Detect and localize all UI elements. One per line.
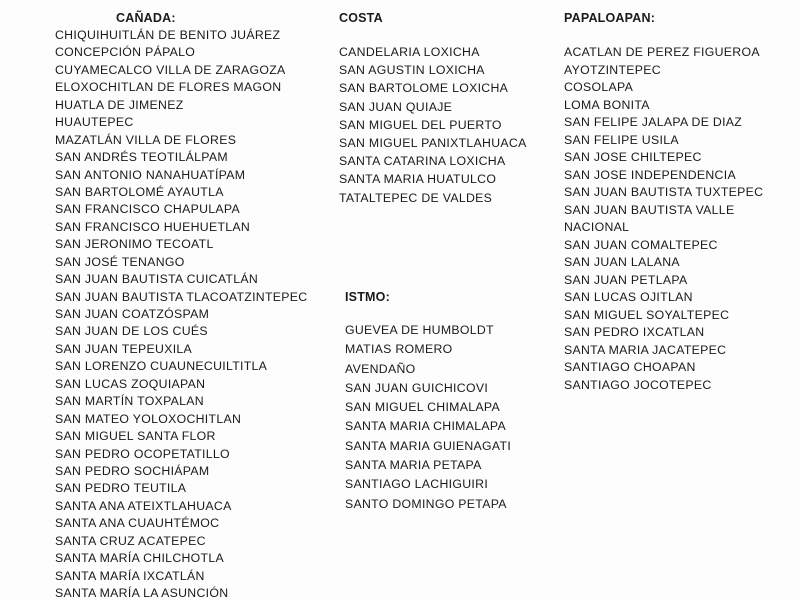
municipality-item: SAN AGUSTIN LOXICHA — [339, 63, 485, 78]
municipality-item: SAN MIGUEL DEL PUERTO — [339, 117, 502, 132]
municipality-item: SAN JUAN DE LOS CUÉS — [55, 324, 208, 339]
municipality-item: SANTA ANA CUAUHTÉMOC — [55, 516, 220, 531]
municipality-item: SAN PEDRO OCOPETATILLO — [55, 446, 230, 461]
municipality-item: SAN JUAN COMALTEPEC — [564, 237, 718, 252]
region-canada — [55, 0, 325, 602]
municipality-item: COSOLAPA — [564, 80, 634, 94]
municipality-item: SAN LUCAS OJITLAN — [564, 290, 693, 304]
municipality-item: SAN JOSE INDEPENDENCIA — [564, 167, 736, 182]
municipality-item: SAN JUAN COATZÓSPAM — [55, 307, 210, 321]
municipality-list-papaloapan — [564, 44, 794, 394]
region-title-papaloapan: PAPALOAPAN: — [564, 11, 656, 25]
municipality-item: SANTA CRUZ ACATEPEC — [55, 533, 206, 548]
section-spacer — [345, 306, 555, 321]
municipality-item: SAN PEDRO IXCATLAN — [564, 325, 705, 339]
municipality-item: SAN PEDRO SOCHIÁPAM — [55, 463, 210, 478]
municipality-item: SANTA CATARINA LOXICHA — [339, 154, 506, 169]
municipality-item: SANTA MARIA PETAPA — [345, 458, 482, 473]
section-spacer — [339, 27, 549, 43]
municipality-item: SAN LORENZO CUAUNECUILTITLA — [55, 359, 268, 374]
region-papaloapan — [564, 0, 794, 394]
municipality-item: SAN JOSE CHILTEPEC — [564, 150, 702, 164]
municipality-item: LOMA BONITA — [564, 97, 650, 112]
municipality-item: CHIQUIHUITLÁN DE BENITO JUÁREZ — [55, 28, 281, 42]
municipality-item: SAN BARTOLOME LOXICHA — [339, 81, 509, 96]
municipality-item: SAN FELIPE USILA — [564, 132, 679, 147]
municipality-item: SANTA MARÍA LA ASUNCIÓN — [55, 586, 229, 600]
municipality-item: SANTA MARÍA CHILCHOTLA — [55, 551, 224, 566]
municipality-item: SAN ANDRÉS TEOTILÁLPAM — [55, 150, 228, 165]
municipality-item: CUYAMECALCO VILLA DE ZARAGOZA — [55, 62, 286, 77]
region-istmo — [345, 288, 555, 514]
municipality-item: SANTIAGO JOCOTEPEC — [564, 377, 712, 392]
municipality-item: SAN JERONIMO TECOATL — [55, 237, 214, 252]
municipality-item: AVENDAÑO — [345, 361, 416, 376]
municipality-list-costa — [339, 43, 549, 207]
section-spacer — [564, 27, 794, 44]
municipality-item: SAN MATEO YOLOXOCHITLAN — [55, 411, 242, 426]
municipality-item: SAN ANTONIO NANAHUATÍPAM — [55, 167, 246, 182]
municipality-item: MAZATLÁN VILLA DE FLORES — [55, 132, 237, 147]
municipality-item: CANDELARIA LOXICHA — [339, 45, 480, 59]
municipality-item: SAN JUAN GUICHICOVI — [345, 380, 489, 395]
municipality-item: TATALTEPEC DE VALDES — [339, 190, 493, 205]
region-title-canada: CAÑADA: — [116, 11, 176, 25]
municipality-list-istmo — [345, 321, 555, 514]
municipality-item: SANTO DOMINGO PETAPA — [345, 496, 507, 511]
municipality-item: SAN PEDRO TEUTILA — [55, 481, 187, 496]
municipality-item: MATIAS ROMERO — [345, 342, 453, 357]
municipality-item: GUEVEA DE HUMBOLDT — [345, 323, 494, 337]
municipality-item: SAN LUCAS ZOQUIAPAN — [55, 376, 206, 391]
municipality-item: SAN JUAN BAUTISTA VALLE — [564, 202, 735, 217]
municipality-item: CONCEPCIÓN PÁPALO — [55, 45, 196, 60]
municipality-item: SAN JUAN PETLAPA — [564, 272, 688, 287]
municipality-item: SANTA MARIA CHIMALAPA — [345, 419, 506, 434]
municipality-item: AYOTZINTEPEC — [564, 62, 661, 77]
municipality-item: SAN MIGUEL PANIXTLAHUACA — [339, 135, 527, 150]
municipality-item: ACATLAN DE PEREZ FIGUEROA — [564, 45, 760, 59]
municipality-item: SAN BARTOLOMÉ AYAUTLA — [55, 184, 224, 199]
municipality-item: SANTA MARIA HUATULCO — [339, 172, 497, 187]
municipality-item: SAN JUAN QUIAJE — [339, 99, 453, 114]
municipality-item: SAN JUAN BAUTISTA TUXTEPEC — [564, 185, 764, 199]
municipality-item: NACIONAL — [564, 220, 630, 234]
municipality-item: HUAUTEPEC — [55, 115, 134, 130]
municipality-item: SAN MIGUEL SANTA FLOR — [55, 429, 216, 444]
region-title-istmo: ISTMO: — [345, 290, 390, 304]
municipality-list-canada — [55, 27, 325, 602]
municipality-item: SAN JUAN TEPEUXILA — [55, 341, 193, 356]
municipality-item: SANTA MARIA GUIENAGATI — [345, 438, 512, 453]
municipality-item: SANTA ANA ATEIXTLAHUACA — [55, 498, 232, 513]
municipality-item: SANTA MARÍA IXCATLÁN — [55, 568, 205, 583]
municipality-item: SAN MARTÍN TOXPALAN — [55, 394, 204, 409]
municipality-item: SAN JUAN LALANA — [564, 255, 680, 269]
region-title-costa: COSTA — [339, 11, 383, 25]
municipality-item: SANTIAGO CHOAPAN — [564, 360, 696, 374]
municipality-item: ELOXOCHITLAN DE FLORES MAGON — [55, 80, 282, 95]
municipality-item: SAN JUAN BAUTISTA TLACOATZINTEPEC — [55, 289, 308, 304]
municipality-item: SAN FRANCISCO HUEHUETLAN — [55, 219, 251, 234]
municipality-item: SAN JOSÉ TENANGO — [55, 254, 185, 269]
municipality-item: SAN FRANCISCO CHAPULAPA — [55, 202, 241, 217]
municipality-item: SANTA MARIA JACATEPEC — [564, 342, 727, 357]
municipality-item: SAN MIGUEL CHIMALAPA — [345, 400, 500, 415]
region-costa — [339, 0, 549, 207]
municipality-item: SANTIAGO LACHIGUIRI — [345, 477, 489, 492]
municipality-item: SAN MIGUEL SOYALTEPEC — [564, 307, 730, 322]
municipality-item: HUATLA DE JIMENEZ — [55, 97, 184, 112]
municipality-item: SAN FELIPE JALAPA DE DIAZ — [564, 115, 743, 129]
municipality-item: SAN JUAN BAUTISTA CUICATLÁN — [55, 272, 259, 287]
